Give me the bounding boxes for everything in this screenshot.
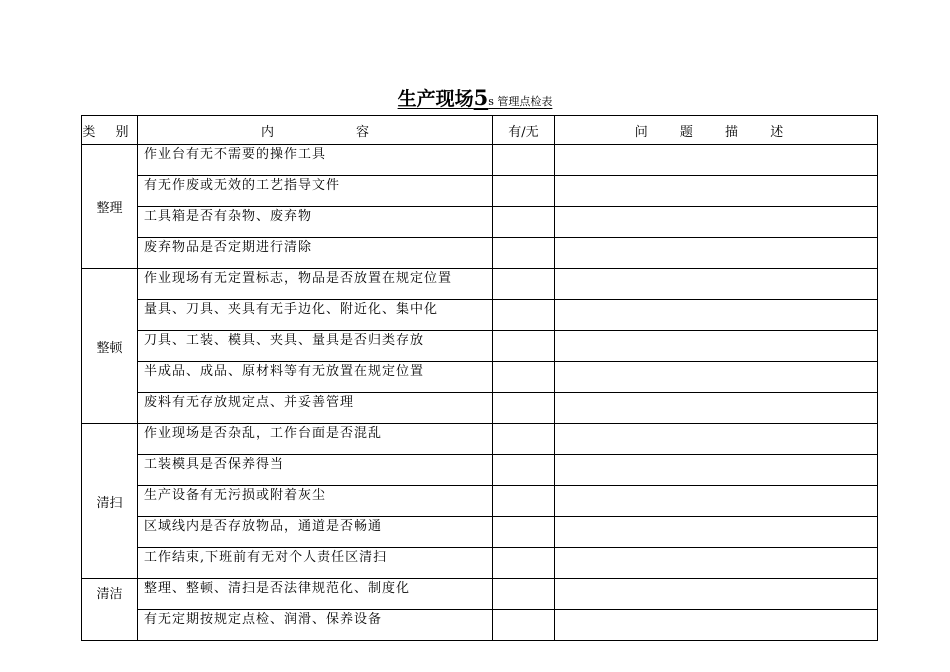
item-text: 生产设备有无污损或附着灰尘	[144, 488, 327, 503]
item-cell	[138, 331, 493, 362]
header-yes-no: 有/无	[493, 116, 555, 145]
item-text: 作业现场有无定置标志，物品是否放置在规定位置	[144, 271, 453, 286]
item-cell	[138, 207, 493, 238]
table-row	[82, 517, 878, 548]
table-row	[82, 548, 878, 579]
item-text: 工具箱是否有杂物、废弃物	[144, 209, 313, 224]
table-row	[82, 579, 878, 610]
item-cell	[138, 579, 493, 610]
yes-no-cell[interactable]	[493, 362, 555, 393]
item-text: 作业现场是否杂乱，工作台面是否混乱	[144, 426, 383, 441]
description-cell[interactable]	[555, 176, 878, 207]
description-cell[interactable]	[555, 579, 878, 610]
item-cell	[138, 362, 493, 393]
item-text: 区域线内是否存放物品，通道是否畅通	[144, 519, 383, 534]
item-cell	[138, 486, 493, 517]
description-cell[interactable]	[555, 331, 878, 362]
item-text: 有无定期按规定点检、润滑、保养设备	[144, 612, 383, 627]
table-row	[82, 331, 878, 362]
item-text: 刀具、工装、模具、夹具、量具是否归类存放	[144, 333, 425, 348]
yes-no-cell[interactable]	[493, 517, 555, 548]
item-cell	[138, 176, 493, 207]
yes-no-cell[interactable]	[493, 300, 555, 331]
item-cell	[138, 300, 493, 331]
table-row	[82, 300, 878, 331]
description-cell[interactable]	[555, 455, 878, 486]
item-text: 有无作废或无效的工艺指导文件	[144, 178, 341, 193]
header-description: 问 题 描 述	[555, 116, 878, 145]
title-sub: s 管理点检表	[488, 95, 553, 108]
yes-no-cell[interactable]	[493, 393, 555, 424]
title-number: 5	[473, 85, 489, 110]
description-cell[interactable]	[555, 269, 878, 300]
table-row	[82, 238, 878, 269]
item-cell	[138, 548, 493, 579]
table-row	[82, 207, 878, 238]
category-cell: 清洁	[82, 579, 138, 641]
category-cell: 整顿	[82, 269, 138, 424]
item-cell	[138, 517, 493, 548]
yes-no-cell[interactable]	[493, 455, 555, 486]
item-cell	[138, 455, 493, 486]
table-row	[82, 424, 878, 455]
description-cell[interactable]	[555, 548, 878, 579]
table-row	[82, 610, 878, 641]
yes-no-cell[interactable]	[493, 579, 555, 610]
table-row	[82, 269, 878, 300]
title-main: 生产现场	[397, 88, 474, 110]
table-row	[82, 486, 878, 517]
item-text: 作业台有无不需要的操作工具	[144, 147, 327, 162]
description-cell[interactable]	[555, 517, 878, 548]
description-cell[interactable]	[555, 238, 878, 269]
category-cell: 整理	[82, 145, 138, 269]
description-cell[interactable]	[555, 145, 878, 176]
yes-no-cell[interactable]	[493, 238, 555, 269]
yes-no-cell[interactable]	[493, 145, 555, 176]
item-text: 整理、整顿、清扫是否法律规范化、制度化	[144, 581, 411, 596]
page-title	[0, 84, 950, 116]
item-text: 废料有无存放规定点、并妥善管理	[144, 395, 355, 410]
table-header-row	[82, 116, 878, 145]
table-row	[82, 362, 878, 393]
header-content: 内 容	[138, 116, 493, 145]
yes-no-cell[interactable]	[493, 269, 555, 300]
description-cell[interactable]	[555, 610, 878, 641]
table-row	[82, 393, 878, 424]
table-row	[82, 455, 878, 486]
inspection-table	[81, 115, 878, 641]
yes-no-cell[interactable]	[493, 207, 555, 238]
item-text: 半成品、成品、原材料等有无放置在规定位置	[144, 364, 425, 379]
yes-no-cell[interactable]	[493, 424, 555, 455]
yes-no-cell[interactable]	[493, 176, 555, 207]
item-text: 废弃物品是否定期进行清除	[144, 240, 313, 255]
item-cell	[138, 610, 493, 641]
item-text: 工装模具是否保养得当	[144, 457, 285, 472]
description-cell[interactable]	[555, 207, 878, 238]
description-cell[interactable]	[555, 424, 878, 455]
table-row	[82, 145, 878, 176]
table-row	[82, 176, 878, 207]
table-body	[82, 145, 878, 641]
item-text: 工作结束,下班前有无对个人责任区清扫	[144, 550, 388, 565]
item-cell	[138, 424, 493, 455]
yes-no-cell[interactable]	[493, 548, 555, 579]
description-cell[interactable]	[555, 393, 878, 424]
item-cell	[138, 269, 493, 300]
description-cell[interactable]	[555, 300, 878, 331]
item-cell	[138, 145, 493, 176]
header-category: 类 别	[82, 116, 138, 145]
description-cell[interactable]	[555, 362, 878, 393]
yes-no-cell[interactable]	[493, 486, 555, 517]
yes-no-cell[interactable]	[493, 331, 555, 362]
item-cell	[138, 238, 493, 269]
description-cell[interactable]	[555, 486, 878, 517]
item-text: 量具、刀具、夹具有无手边化、附近化、集中化	[144, 302, 439, 317]
yes-no-cell[interactable]	[493, 610, 555, 641]
category-cell: 清扫	[82, 424, 138, 579]
item-cell	[138, 393, 493, 424]
